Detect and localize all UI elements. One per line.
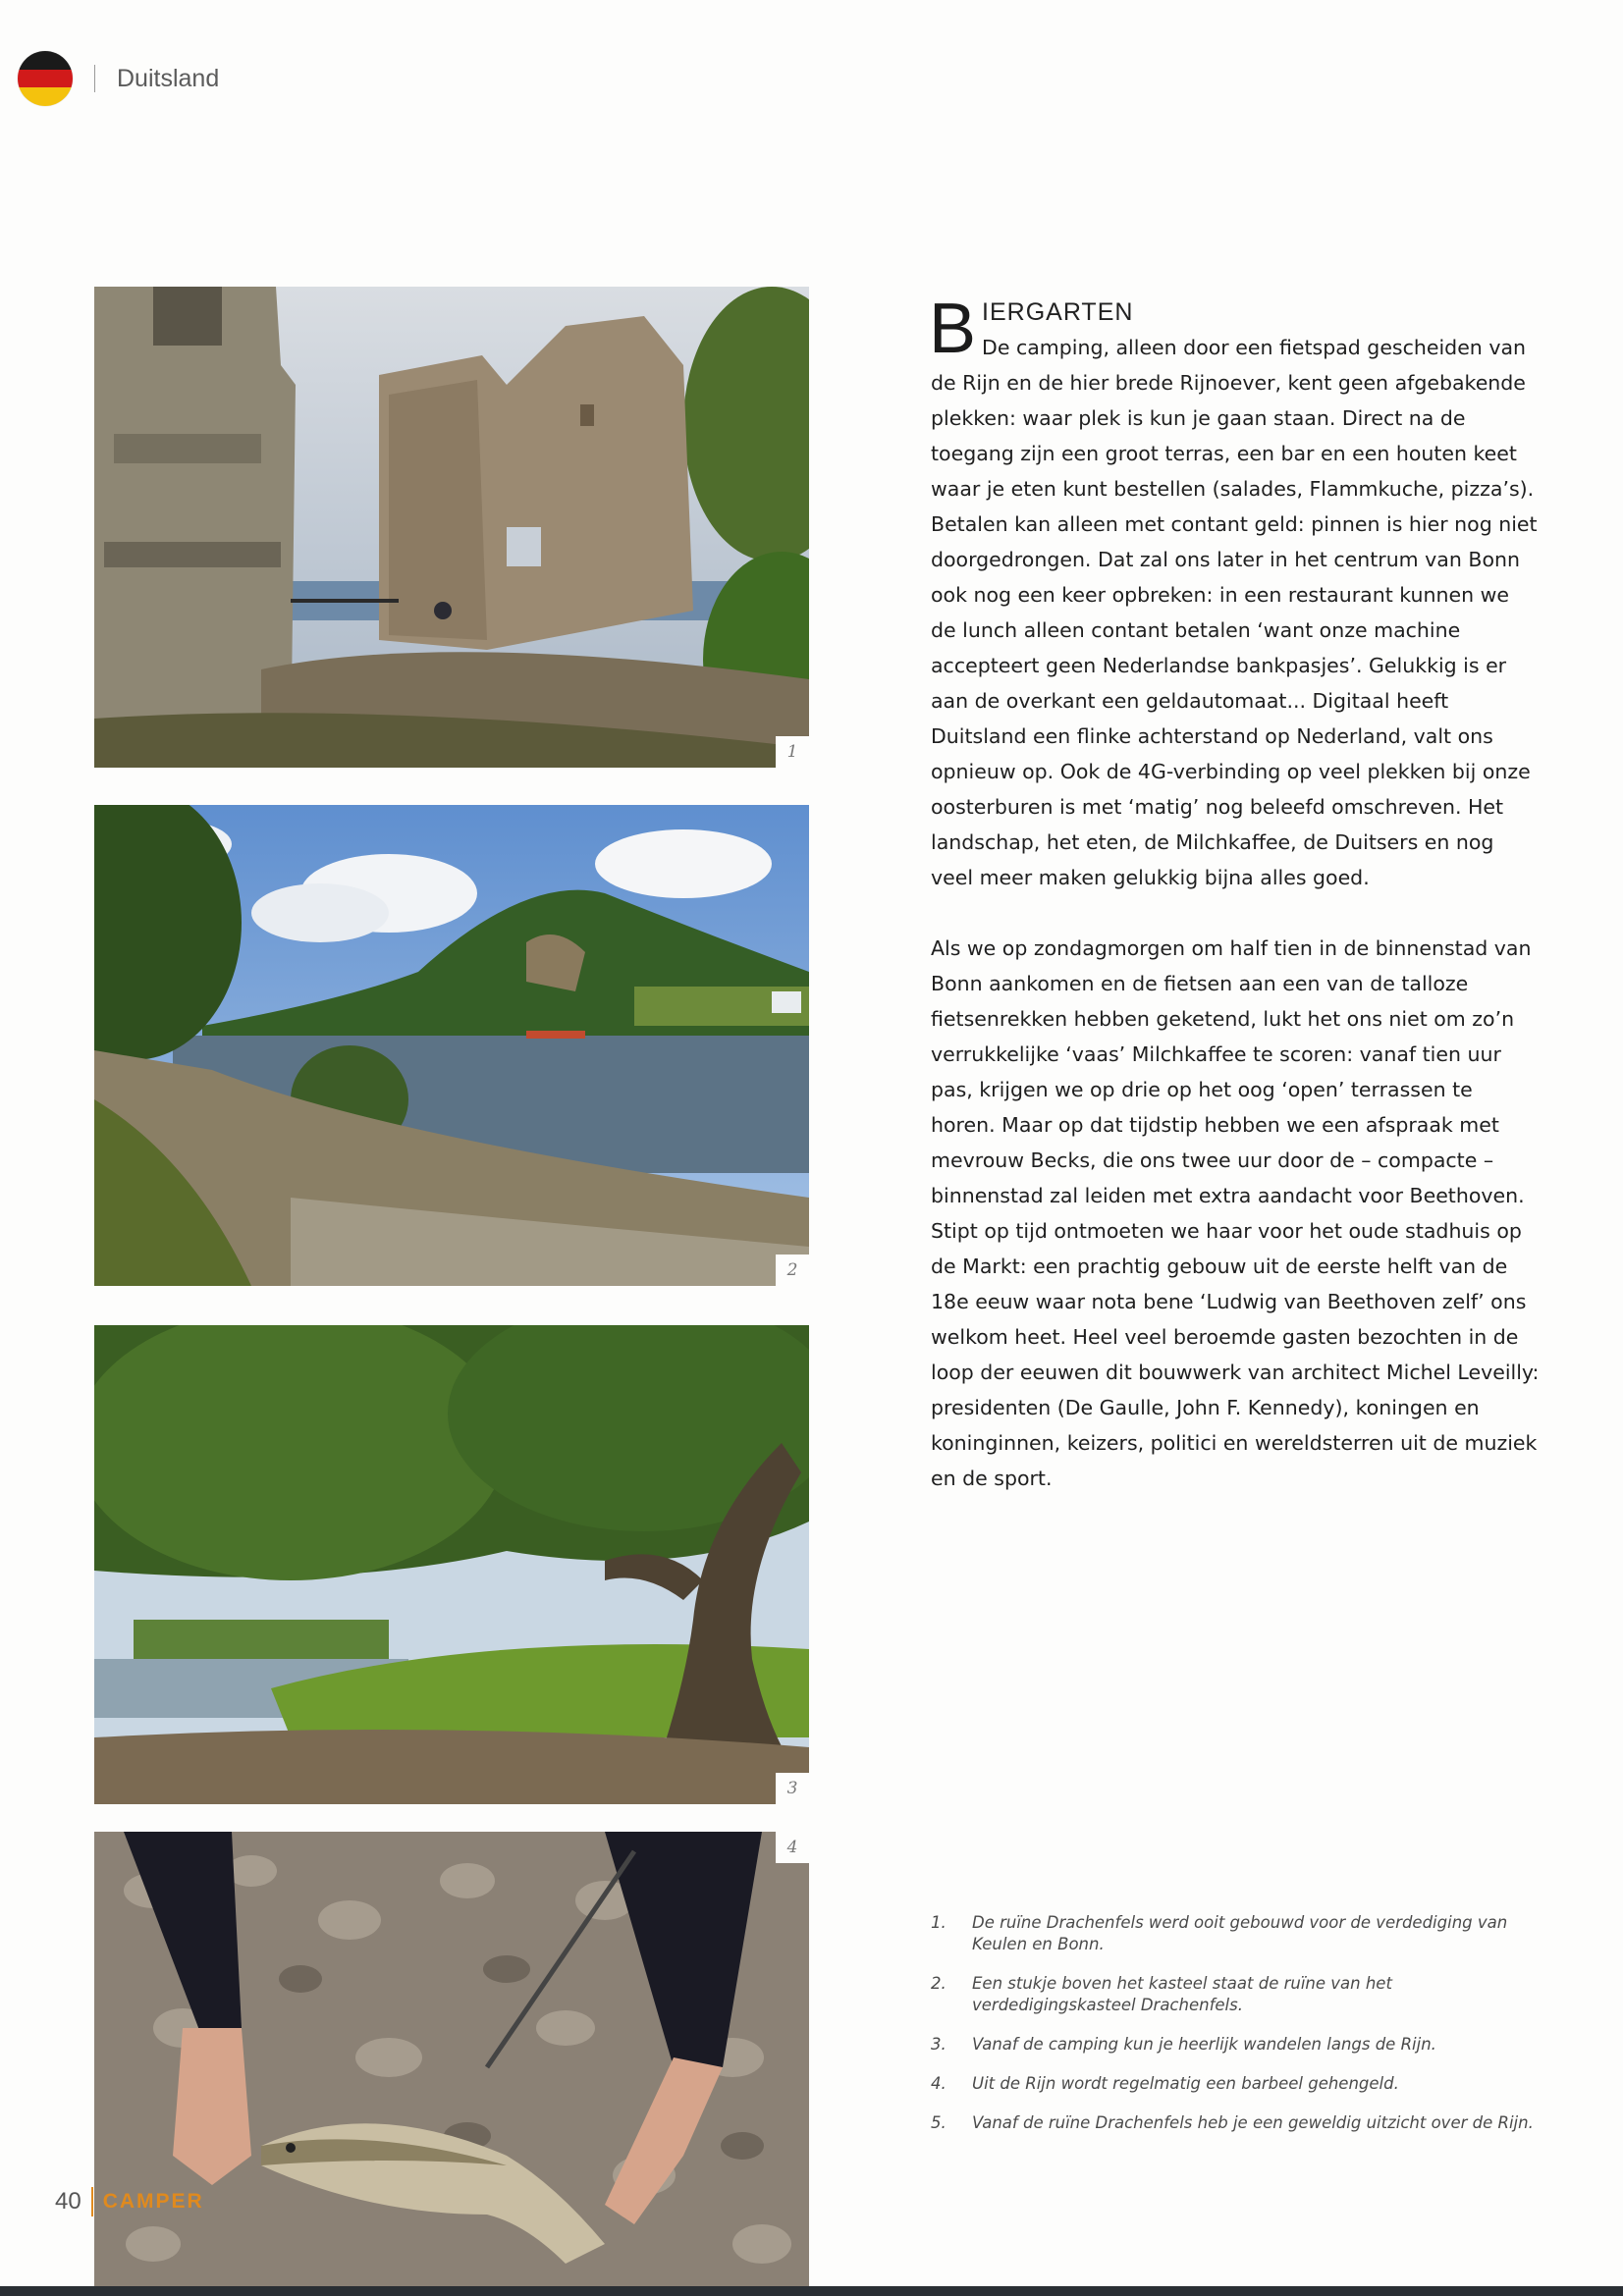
german-flag-icon <box>18 51 73 106</box>
article-body <box>929 290 1540 1496</box>
header-divider <box>94 65 95 92</box>
photo-castle-ruin <box>94 287 809 768</box>
page-footer <box>55 2187 204 2216</box>
caption-text: Een stukje boven het kasteel staat de ruïne van het verdedigingskasteel Drachenfels. <box>972 1974 1392 2014</box>
paragraph-text: De camping, alleen door een fietspad gescheiden van de Rijn en de hier brede Rijnoever, kent geen afgebakende plekken: waar plek is kun je gaan staan. Direct na de toegang zijn een groot terras, een bar en een houten keet waar je eten kunt bestellen (salades, Flammkuche, pizza’s). Betalen kan alleen met contant geld: pinnen is hier nog niet doorgedrongen. Dat zal ons later in het centrum van Bonn ook nog een keer opbreken: in een restaurant kunnen we de lunch alleen contant betalen ‘want onze machine accepteert geen Nederlandse bankpasjes’. Gelukkig is er aan de overkant een geldautomaat... Digitaal heeft Duitsland een flinke achterstand op Nederland, valt ons opnieuw op. Ook de 4G-verbinding op veel plekken bij onze oosterburen is met ‘matig’ nog beleefd omschreven. Het landschap, het eten, de Milchkaffee, de Duitsers en nog veel meer maken gelukkig bijna alles goed. <box>931 336 1538 889</box>
caption-item <box>931 2073 1559 2095</box>
brand-logo: CAMPER <box>102 2190 204 2213</box>
caption-item <box>931 2112 1559 2134</box>
page-header <box>18 49 219 108</box>
caption-text: Uit de Rijn wordt regelmatig een barbeel gehengeld. <box>972 2074 1399 2093</box>
photo-river-hill <box>94 805 809 1286</box>
photo-tree-riverbank <box>94 1325 809 1804</box>
caption-number: 1. <box>931 1913 947 1932</box>
drop-cap: B <box>929 290 977 368</box>
page-number: 40 <box>55 2188 81 2215</box>
caption-number: 5. <box>931 2113 947 2132</box>
photo-number: 2 <box>776 1255 809 1286</box>
caption-item <box>931 1912 1559 1955</box>
caption-item <box>931 1973 1559 2016</box>
footer-divider <box>91 2187 93 2216</box>
caption-text: Vanaf de ruïne Drachenfels heb je een geweldig uitzicht over de Rijn. <box>972 2113 1534 2132</box>
article-paragraph <box>929 290 1540 895</box>
photo-number: 1 <box>776 736 809 768</box>
section-label: Duitsland <box>117 64 220 92</box>
photo-number: 4 <box>776 1832 809 1863</box>
article-paragraph: Als we op zondagmorgen om half tien in de binnenstad van Bonn aankomen en de fietsen aan een van de talloze fietsenrekken hebben geketend, lukt het ons niet om zo’n verrukkelijke ‘vaas’ Milchkaffee te scoren: vanaf tien uur pas, krijgen we op drie op het oog ‘open’ terrassen te horen. Maar op dat tijdstip hebben we een afspraak met mevrouw Becks, die ons twee uur door de – compacte – binnenstad zal leiden met extra aandacht voor Beethoven. Stipt op tijd ontmoeten we haar voor het oude stadhuis op de Markt: een prachtig gebouw uit de eerste helft van de 18e eeuw waar nota bene ‘Ludwig van Beethoven zelf’ ons welkom heet. Heel veel beroemde gasten bezochten in de loop der eeuwen dit bouwwerk van architect Michel Leveilly: presidenten (De Gaulle, John F. Kennedy), koningen en koninginnen, keizers, politici en wereldsterren uit de muziek en de sport. <box>931 936 1540 1490</box>
photo-captions <box>931 1912 1559 2152</box>
caption-item <box>931 2034 1559 2056</box>
photo-number: 3 <box>776 1773 809 1804</box>
section-heading: IERGARTEN <box>982 298 1134 326</box>
page-edge <box>0 2286 1623 2296</box>
caption-text: De ruïne Drachenfels werd ooit gebouwd voor de verdediging van Keulen en Bonn. <box>972 1913 1508 1953</box>
caption-number: 2. <box>931 1974 947 1993</box>
caption-number: 3. <box>931 2035 947 2054</box>
caption-text: Vanaf de camping kun je heerlijk wandelen langs de Rijn. <box>972 2035 1436 2054</box>
photo-fish-pebbles <box>94 1832 809 2296</box>
caption-number: 4. <box>931 2074 947 2093</box>
